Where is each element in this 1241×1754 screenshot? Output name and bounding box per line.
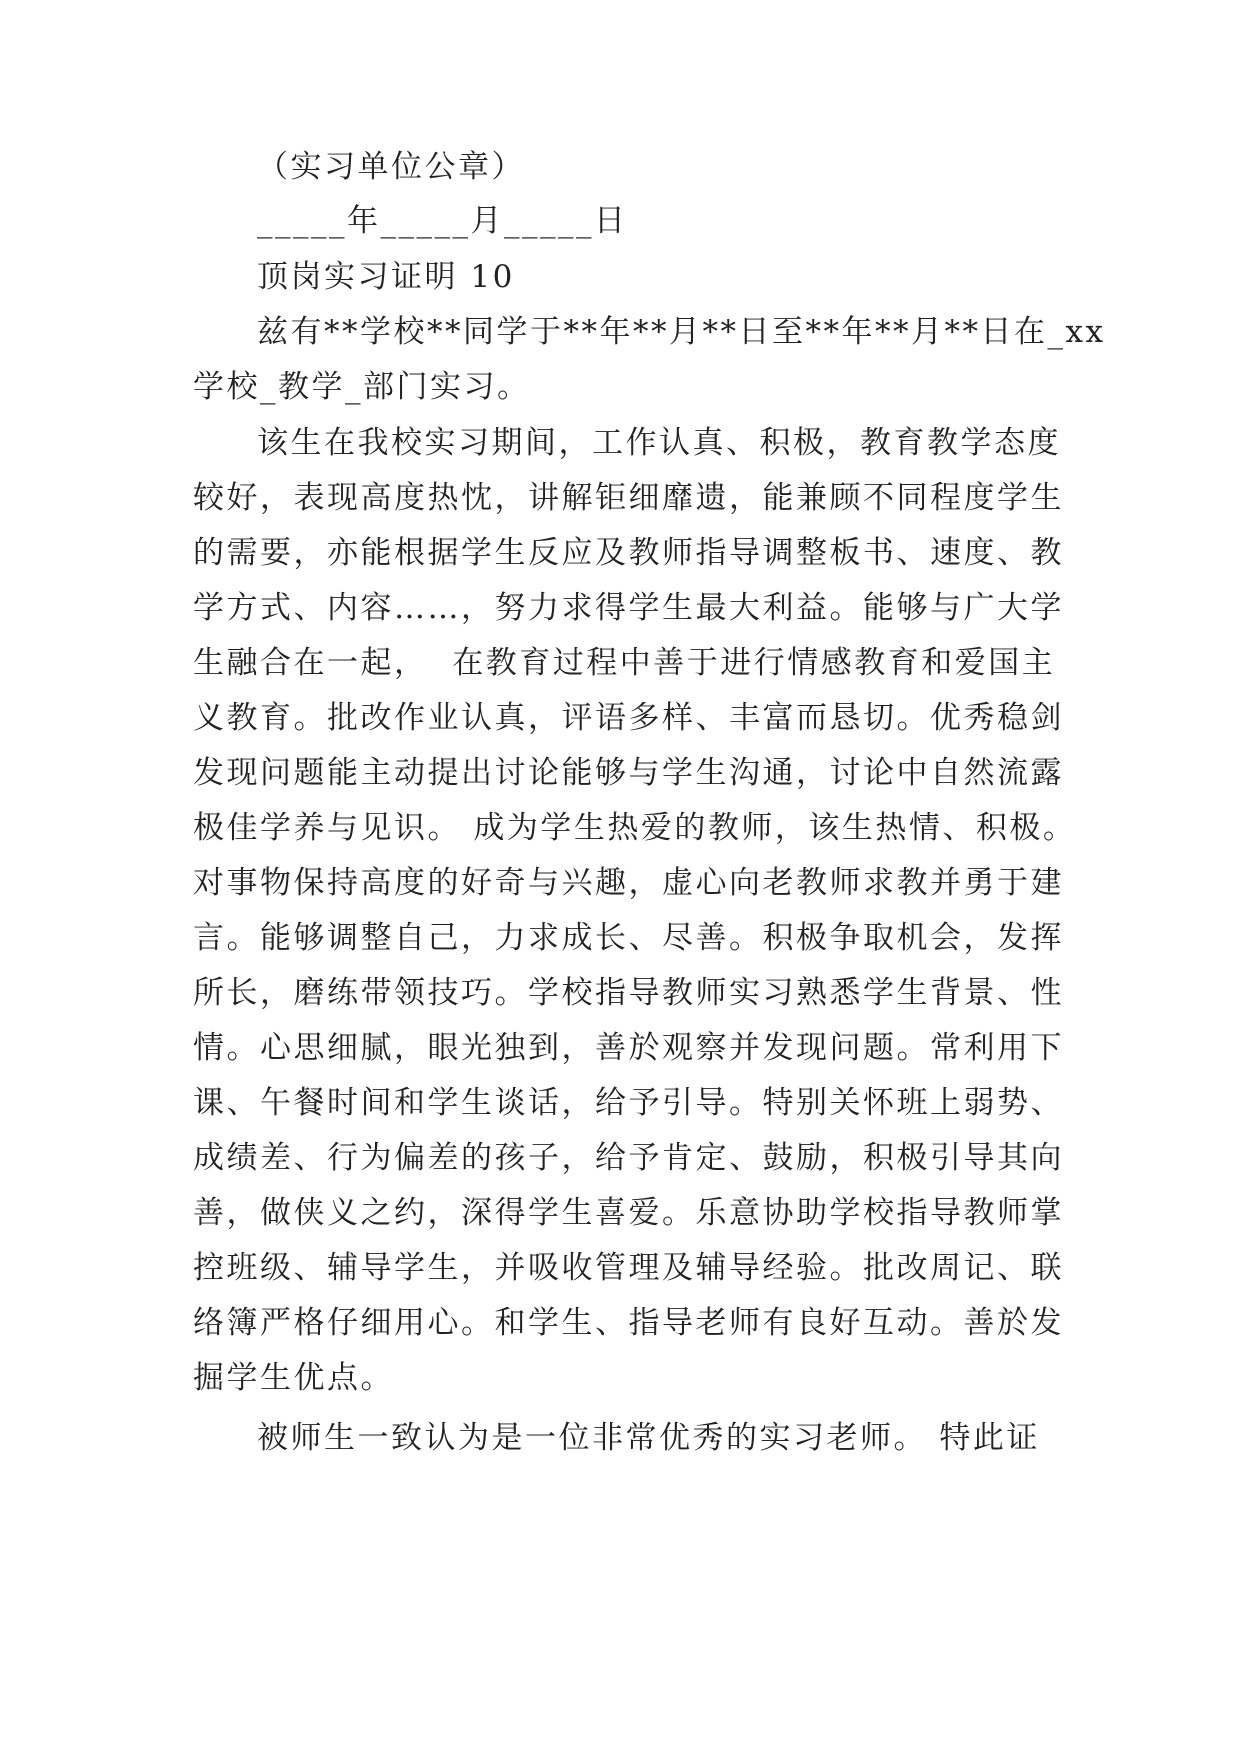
body-line: 的需要，亦能根据学生反应及教师指导调整板书、速度、教 (193, 535, 1064, 571)
intro-line: 兹有**学校**同学于**年**月**日至**年**月**日在_xx (257, 314, 1106, 350)
body-line: 课、午餐时间和学生谈话，给予引导。特别关怀班上弱势、 (193, 1085, 1064, 1121)
body-line: 对事物保持高度的好奇与兴趣，虚心向老教师求教并勇于建 (193, 865, 1064, 901)
date-line: _____年_____月_____日 (257, 203, 628, 239)
intro-line: 学校_教学_部门实习。 (193, 369, 531, 405)
body-line: 所长，磨练带领技巧。学校指导教师实习熟悉学生背景、性 (193, 975, 1064, 1011)
body-line: 善，做侠义之约，深得学生喜爱。乐意协助学校指导教师掌 (193, 1195, 1064, 1231)
seal-line: （实习单位公章） (257, 149, 525, 185)
body-line: 络簿严格仔细用心。和学生、指导老师有良好互动。善於发 (193, 1305, 1064, 1341)
body-line: 言。能够调整自己，力求成长、尽善。积极争取机会，发挥 (193, 920, 1064, 956)
closing-line: 被师生一致认为是一位非常优秀的实习老师。 特此证 (257, 1420, 1040, 1456)
body-line: 义教育。批改作业认真，评语多样、丰富而恳切。优秀稳剑 (193, 700, 1064, 736)
body-line: 极佳学养与见识。 成为学生热爱的教师，该生热情、积极。 (193, 810, 1077, 846)
section-title: 顶岗实习证明 10 (257, 259, 515, 295)
body-line: 较好，表现高度热忱，讲解钜细靡遗，能兼顾不同程度学生 (193, 480, 1064, 516)
body-line: 情。心思细腻，眼光独到，善於观察并发现问题。常利用下 (193, 1030, 1064, 1066)
body-line: 生融合在一起， 在教育过程中善于进行情感教育和爱国主 (193, 645, 1056, 681)
body-line: 成绩差、行为偏差的孩子，给予肯定、鼓励，积极引导其向 (193, 1140, 1064, 1176)
body-line: 该生在我校实习期间，工作认真、积极，教育教学态度 (257, 425, 1061, 461)
body-line: 发现问题能主动提出讨论能够与学生沟通，讨论中自然流露 (193, 755, 1064, 791)
body-line: 控班级、辅导学生，并吸收管理及辅导经验。批改周记、联 (193, 1250, 1064, 1286)
body-line: 学方式、内容……，努力求得学生最大利益。能够与广大学 (193, 590, 1064, 626)
body-line: 掘学生优点。 (193, 1360, 394, 1396)
